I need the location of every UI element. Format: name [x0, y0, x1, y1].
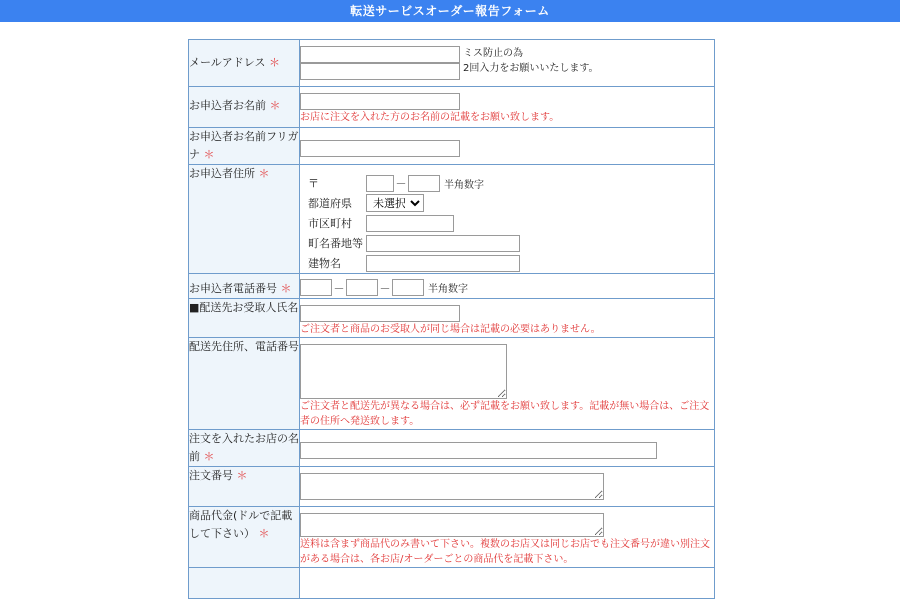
ship-address-label: [189, 338, 300, 430]
recipient-label: [189, 299, 300, 338]
building-label: 建物名: [308, 257, 341, 270]
email-field[interactable]: [300, 46, 460, 63]
required-mark: ＊: [236, 469, 248, 482]
order-form: [188, 39, 715, 599]
kana-input[interactable]: [300, 140, 460, 157]
required-mark: ＊: [268, 56, 280, 69]
kana-row: [189, 128, 715, 165]
ship-address-note: ご注文者と配送先が異なる場合は、必ず記載をお願い致します。記載が無い場合は、ご注文者の住所へ発送致します。: [300, 401, 710, 427]
name-label-text: お申込者お名前: [189, 99, 266, 112]
recipient-label-text: ■配送先お受取人氏名: [189, 301, 299, 314]
required-mark: ＊: [269, 99, 281, 112]
shop-cell: [300, 430, 715, 467]
required-mark: ＊: [258, 527, 270, 540]
price-textarea[interactable]: [300, 513, 604, 537]
name-cell: [300, 87, 715, 128]
order-number-label-text: 注文番号: [189, 469, 233, 482]
required-mark: ＊: [203, 148, 215, 161]
address-label: [189, 165, 300, 274]
kana-cell: [300, 128, 715, 165]
phone-cell: [300, 274, 715, 299]
recipient-cell: [300, 299, 715, 338]
shop-row: [189, 430, 715, 467]
dash: －: [379, 281, 391, 295]
ship-address-label-text: 配送先住所、電話番号: [189, 340, 299, 353]
ship-address-row: [189, 338, 715, 430]
email-confirm-field[interactable]: [300, 63, 460, 80]
name-label: [189, 87, 300, 128]
building-input[interactable]: [366, 255, 520, 272]
next-row-cell: [300, 568, 715, 599]
required-mark: ＊: [280, 282, 292, 295]
next-row: [189, 568, 715, 599]
email-note-2: 2回入力をお願いいたします。: [463, 63, 599, 74]
phone-hint: 半角数字: [428, 284, 468, 295]
order-number-cell: [300, 467, 715, 507]
address-row: [189, 165, 715, 274]
email-label: [189, 40, 300, 87]
email-row: [189, 40, 715, 87]
recipient-input[interactable]: [300, 305, 460, 322]
kana-label-text: お申込者お名前フリガナ: [189, 130, 299, 161]
shop-label: [189, 430, 300, 467]
order-number-textarea[interactable]: [300, 473, 604, 500]
phone-label-text: お申込者電話番号: [189, 282, 277, 295]
town-label: 町名番地等: [308, 237, 363, 250]
ship-address-textarea[interactable]: [300, 344, 507, 399]
price-cell: [300, 507, 715, 568]
price-row: [189, 507, 715, 568]
postal-code-2[interactable]: [408, 175, 440, 192]
name-row: [189, 87, 715, 128]
email-label-text: メールアドレス: [189, 56, 266, 69]
ship-address-cell: [300, 338, 715, 430]
price-label: [189, 507, 300, 568]
prefecture-label: 都道府県: [308, 197, 352, 210]
phone-label: [189, 274, 300, 299]
phone-input-2[interactable]: [346, 279, 378, 296]
phone-row: [189, 274, 715, 299]
email-cell: [300, 40, 715, 87]
shop-label-text: 注文を入れたお店の名前: [189, 432, 299, 463]
name-note: お店に注文を入れた方のお名前の記載をお願い致します。: [300, 112, 560, 123]
address-label-text: お申込者住所: [189, 167, 255, 180]
dash: －: [395, 177, 407, 190]
next-row-label: [189, 568, 300, 599]
price-label-text: 商品代金(ドルで記載して下さい）: [189, 509, 293, 540]
phone-input-1[interactable]: [300, 279, 332, 296]
order-number-label: [189, 467, 300, 507]
kana-label: [189, 128, 300, 165]
town-input[interactable]: [366, 235, 520, 252]
page-title: 転送サービスオーダー報告フォーム: [0, 0, 900, 22]
recipient-note: ご注文者と商品のお受取人が同じ場合は記載の必要はありません。: [300, 324, 601, 335]
prefecture-select[interactable]: [366, 194, 424, 212]
email-note-1: ミス防止の為: [463, 48, 523, 59]
order-number-row: [189, 467, 715, 507]
shop-input[interactable]: [300, 442, 657, 459]
postal-mark: 〒: [308, 177, 319, 190]
address-cell: [300, 165, 715, 274]
price-note: 送料は含まず商品代のみ書いて下さい。複数のお店又は同じお店でも注文番号が違い別注文がある場合は、各お店/オーダーごとの商品代を記載下さい。: [300, 539, 710, 565]
city-label: 市区町村: [308, 217, 352, 230]
recipient-row: [189, 299, 715, 338]
postal-code-1[interactable]: [366, 175, 394, 192]
name-input[interactable]: [300, 93, 460, 110]
required-mark: ＊: [203, 450, 215, 463]
postal-hint: 半角数字: [444, 179, 484, 191]
required-mark: ＊: [258, 167, 270, 180]
city-input[interactable]: [366, 215, 454, 232]
phone-input-3[interactable]: [392, 279, 424, 296]
dash: －: [333, 281, 345, 295]
